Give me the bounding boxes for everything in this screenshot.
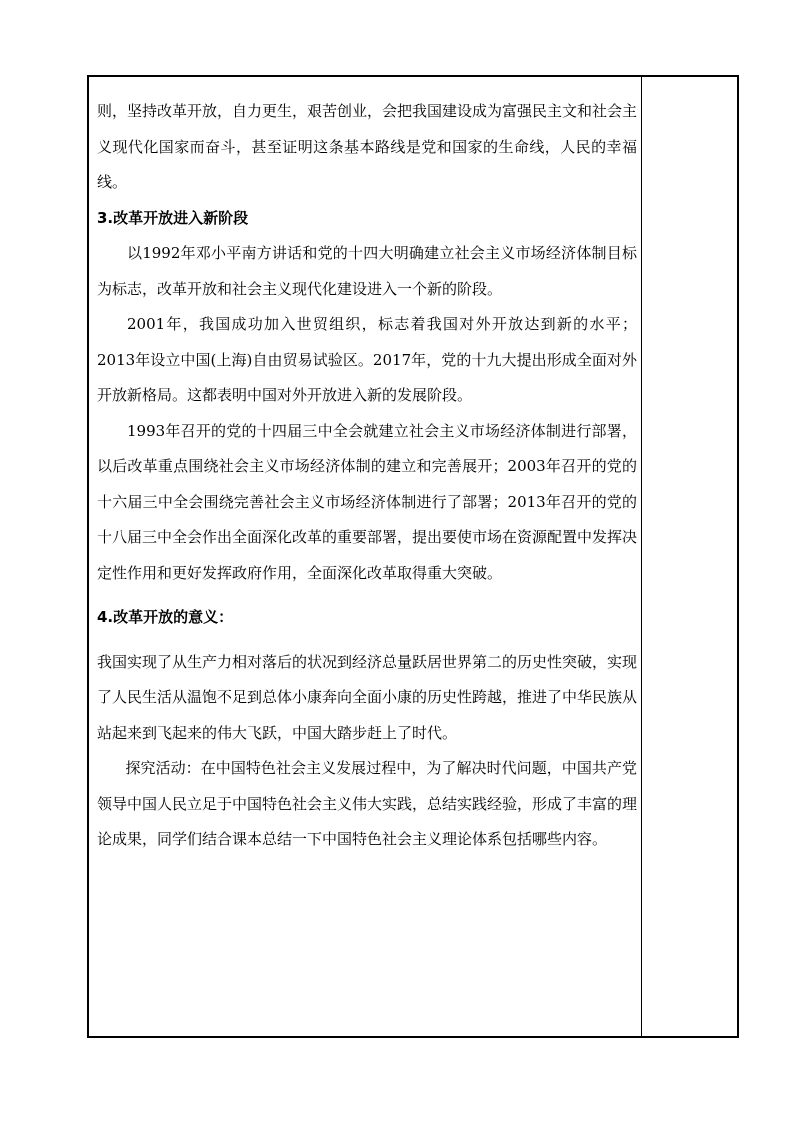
paragraph-plenary-sessions: 1993年召开的党的十四届三中全会就建立社会主义市场经济体制进行部署，以后改革重点围绕社会主义市场经济体制的建立和完善展开；2003年召开的党的十六届三中全会围绕完善社会主义市场经济体制进行了部署；2013年召开的党的十八届三中全会作出全面深化改革的重要部署，提出要使市场在资源配置中发挥决定性作用和更好发挥政府作用，全面深化改革取得重大突破。 bbox=[97, 421, 638, 582]
notes-cell bbox=[642, 77, 737, 1036]
section-heading-3: 3.改革开放进入新阶段 bbox=[97, 208, 249, 227]
lesson-content bbox=[97, 94, 637, 858]
paragraph-new-stage: 以1992年邓小平南方讲话和党的十四大明确建立社会主义市场经济体制目标为标志，改革开放和社会主义现代化建设进入一个新的阶段。 bbox=[97, 244, 637, 298]
continued-paragraph: 则，坚持改革开放，自力更生，艰苦创业，会把我国建设成为富强民主文和社会主义现代化国家而奋斗，甚至证明这条基本路线是党和国家的生命线，人民的幸福线。 bbox=[97, 102, 638, 191]
section-heading-4: 4.改革开放的意义： bbox=[97, 608, 234, 626]
paragraph-inquiry-activity: 探究活动：在中国特色社会主义发展过程中，为了解决时代问题，中国共产党领导中国人民立足于中国特色社会主义伟大实践，总结实践经验，形成了丰富的理论成果，同学们结合课本总结一下中国特色社会主义理论体系包括哪些内容。 bbox=[97, 759, 638, 848]
paragraph-wto: 2001年，我国成功加入世贸组织，标志着我国对外开放达到新的水平；2013年设立中国(上海)自由贸易试验区。2017年，党的十九大提出形成全面对外开放新格局。这都表明中国对外开放进入新的发展阶段。 bbox=[97, 315, 637, 404]
paragraph-significance: 我国实现了从生产力相对落后的状况到经济总量跃居世界第二的历史性突破，实现了人民生活从温饱不足到总体小康奔向全面小康的历史性跨越，推进了中华民族从站起来到飞起来的伟大飞跃，中国大踏步赶上了时代。 bbox=[97, 652, 638, 742]
lesson-table bbox=[87, 75, 739, 1038]
content-cell bbox=[89, 77, 642, 1036]
